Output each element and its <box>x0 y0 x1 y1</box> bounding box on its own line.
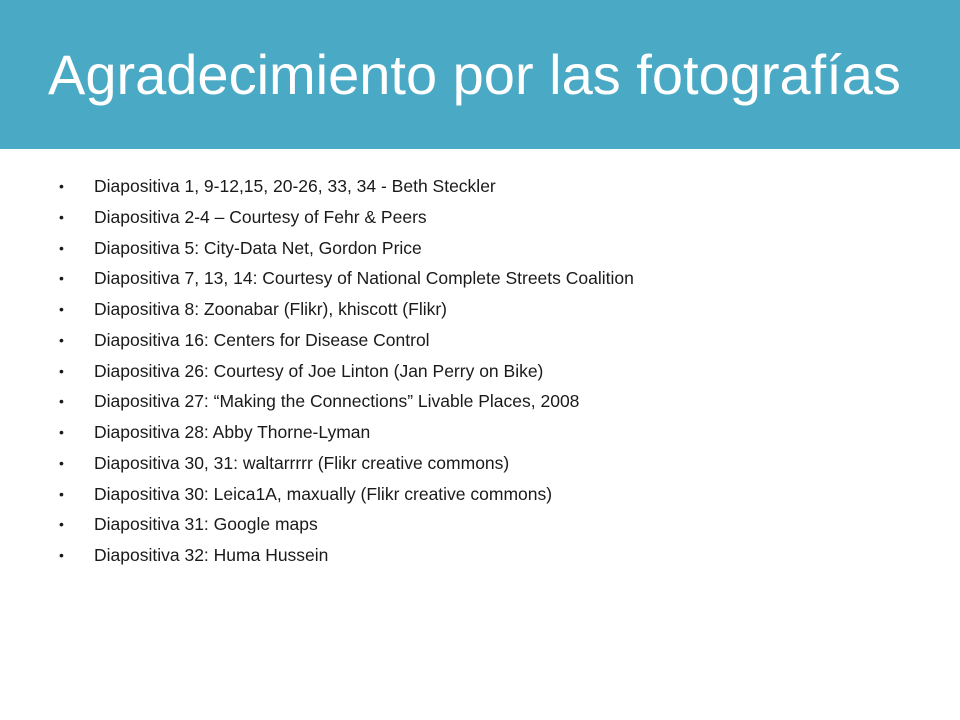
credit-text: Diapositiva 5: City-Data Net, Gordon Price <box>94 237 422 258</box>
photo-credits-list <box>0 171 960 571</box>
credit-text: Diapositiva 1, 9-12,15, 20-26, 33, 34 - Beth Steckler <box>94 176 496 196</box>
bullet-icon: • <box>59 239 64 256</box>
bullet-icon: • <box>59 424 64 440</box>
bullet-icon: • <box>59 270 64 287</box>
credit-text: Diapositiva 32: Huma Hussein <box>94 545 329 565</box>
bullet-icon: • <box>59 454 64 471</box>
credit-item <box>0 171 960 202</box>
credit-text: Diapositiva 2-4 – Courtesy of Fehr & Peers <box>94 206 427 227</box>
credit-item <box>0 479 960 510</box>
credit-text: Diapositiva 30, 31: waltarrrrr (Flikr creative commons) <box>94 452 510 473</box>
credit-text: Diapositiva 16: Centers for Disease Control <box>94 329 430 350</box>
credit-item <box>0 448 960 479</box>
credit-item <box>0 233 960 264</box>
bullet-icon: • <box>59 208 64 225</box>
credit-text: Diapositiva 27: “Making the Connections” Livable Places, 2008 <box>94 391 580 412</box>
slide-title: Agradecimiento por las fotografías <box>48 43 901 106</box>
bullet-icon: • <box>59 393 64 410</box>
credit-item <box>0 417 960 448</box>
credit-text: Diapositiva 30: Leica1A, maxually (Flikr creative commons) <box>94 483 553 504</box>
bullet-icon: • <box>59 362 64 379</box>
credit-text: Diapositiva 28: Abby Thorne-Lyman <box>94 422 371 442</box>
title-band <box>0 0 960 149</box>
bullet-icon: • <box>59 547 64 563</box>
credit-item <box>0 356 960 387</box>
bullet-icon: • <box>59 485 64 502</box>
credit-item <box>0 294 960 325</box>
credit-item <box>0 325 960 356</box>
credit-item <box>0 263 960 294</box>
credit-item <box>0 386 960 417</box>
bullet-icon: • <box>59 301 64 317</box>
credit-text: Diapositiva 8: Zoonabar (Flikr), khiscott (Flikr) <box>94 299 447 319</box>
credit-text: Diapositiva 26: Courtesy of Joe Linton (Jan Perry on Bike) <box>94 360 544 381</box>
credit-item <box>0 509 960 540</box>
credit-item <box>0 202 960 233</box>
bullet-icon: • <box>59 516 64 533</box>
bullet-icon: • <box>59 178 64 194</box>
credit-text: Diapositiva 7, 13, 14: Courtesy of National Complete Streets Coalition <box>94 268 634 289</box>
credit-item <box>0 540 960 571</box>
bullet-icon: • <box>59 331 64 348</box>
credit-text: Diapositiva 31: Google maps <box>94 514 318 535</box>
